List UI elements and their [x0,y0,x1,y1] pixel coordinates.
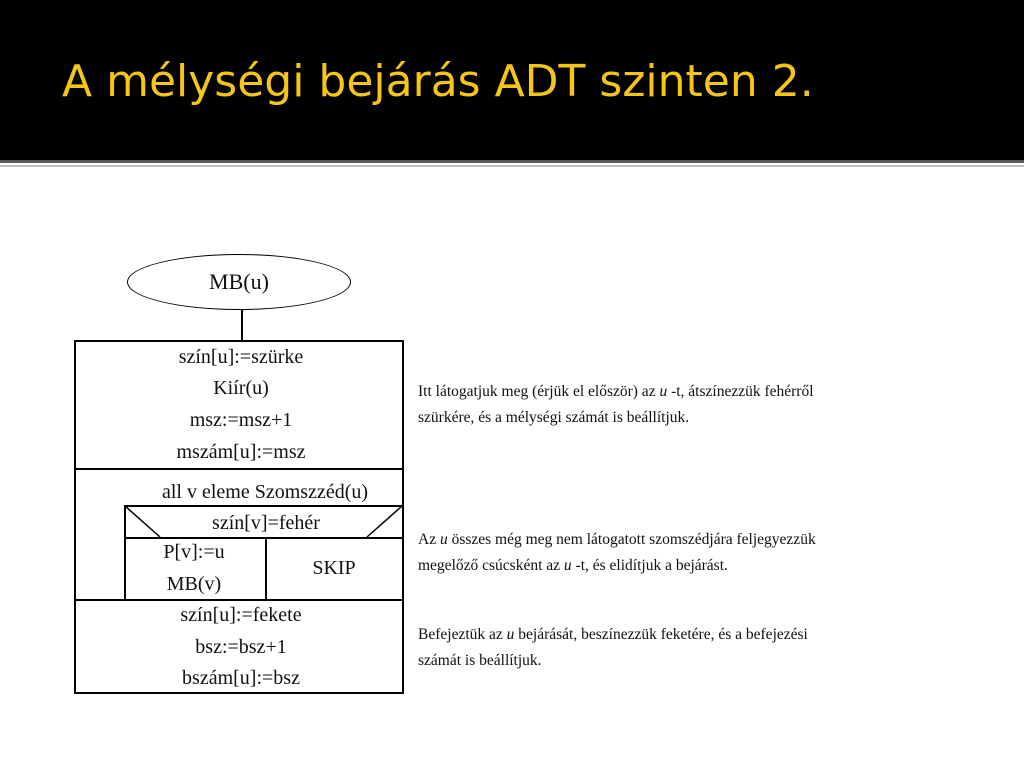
title-bar [0,0,1024,160]
else-label: SKIP [312,557,356,579]
note-finish [418,622,808,674]
branch-divider [265,537,267,600]
slide-title: A mélységi bejárás ADT szinten 2. [62,56,814,107]
note-visit [418,379,814,431]
block1-line-4: mszám[u]:=msz [176,441,306,463]
note-visit-line-1: Itt látogatjuk meg (érjük el először) az u -t, átszínezzük fehérről [418,383,814,400]
block2-line-2: bsz:=bsz+1 [195,636,287,658]
start-node [127,254,351,310]
note-neighbors [418,527,816,579]
structogram [74,340,404,694]
note-neighbors-line-1: Az u összes még meg nem látogatott szomszédjára feljegyezzük [418,531,816,548]
note-finish-line-2: számát is beállítjuk. [418,652,542,669]
start-node-label: MB(u) [209,269,269,294]
loop-separator [76,599,402,601]
condition-label: szín[v]=fehér [212,512,320,534]
block1-line-2: Kiír(u) [213,377,269,399]
note-neighbors-line-2: megelőző csúcsként az u -t, és elidítjuk a bejárást. [418,557,728,574]
block2-line-3: bszám[u]:=bsz [182,667,300,689]
then-line-1: P[v]:=u [163,541,225,563]
block1-line-3: msz:=msz+1 [189,409,293,431]
loop-header: all v eleme Szomszzéd(u) [161,481,369,503]
title-divider [0,160,1024,163]
connector-line [241,310,243,341]
block2-line-1: szín[u]:=fekete [180,604,302,626]
condition-separator [124,537,402,539]
title-divider-light [0,165,1024,167]
then-line-2: MB(v) [166,573,222,595]
note-finish-line-1: Befejeztük az u bejárását, beszínezzük feketére, és a befejezési [418,626,808,643]
note-visit-line-2: szürkére, és a mélységi számát is beállítjuk. [418,409,690,426]
block1-line-1: szín[u]:=szürke [178,346,304,368]
